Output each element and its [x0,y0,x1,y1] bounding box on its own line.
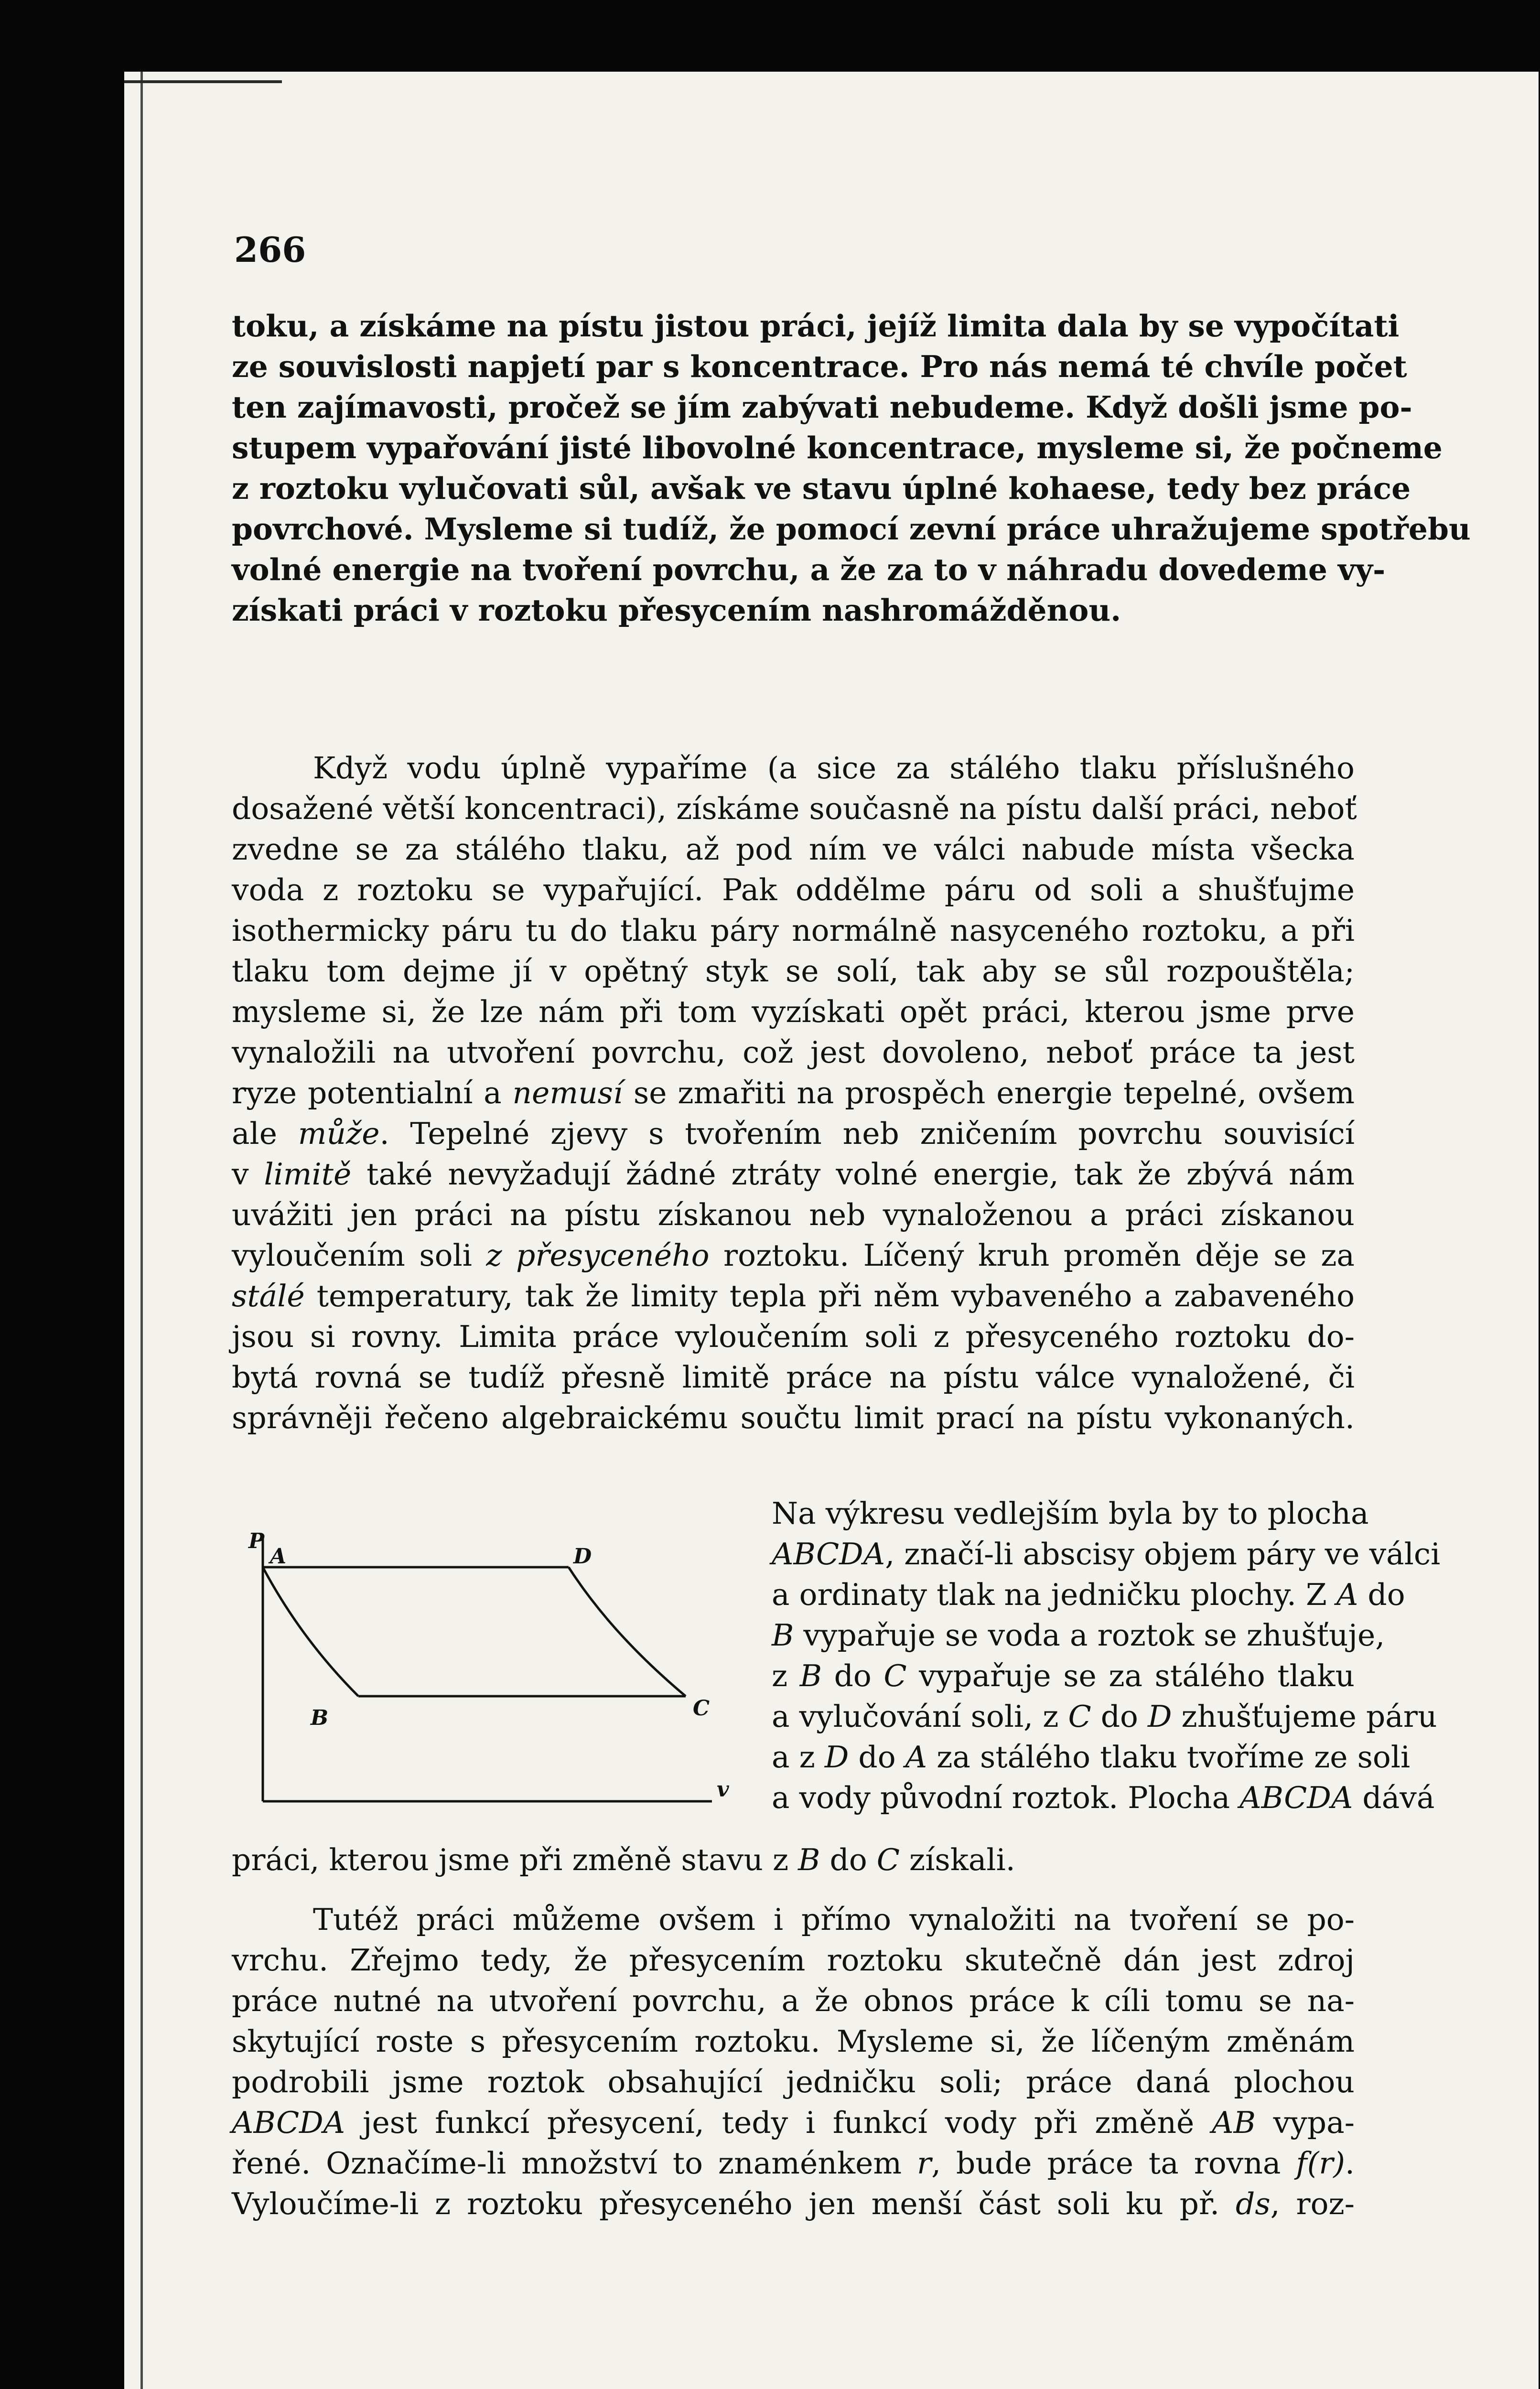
emphasis: nemusí [512,1076,623,1110]
emphasis: B [798,1842,820,1877]
text-run: , značí-li abscisy objem páry ve válci [885,1537,1441,1571]
emphasis: C [1068,1699,1091,1734]
text-line: Tutéž práci můžeme ovšem i přímo vynaložiti na tvoření se po- [313,1902,1355,1937]
text-line: dosažené větší koncentraci), získáme současně na pístu další práci, neboť [232,791,1357,826]
text-run: do [820,1842,877,1877]
text-run: a z [772,1740,815,1775]
text-run: dává [1362,1780,1435,1815]
text-line [772,1696,1437,1737]
text-line: vrchu. Zřejmo tedy, že přesycením roztoku skutečně dán jest zdroj [232,1943,1355,1978]
page-number: 266 [234,229,306,270]
text-line: skytující roste s přesycením roztoku. Mysleme si, že líčeným změnám [232,2024,1355,2059]
text-run: zhušťujeme páru [1181,1699,1437,1734]
text-line: ten zajímavosti, pročež se jím zabývati nebudeme. Když došli jsme po- [232,389,1412,425]
text-line [232,1154,1355,1194]
text-run: . [1345,2146,1355,2181]
text-run: vypařuje se za stálého tlaku [919,1658,1355,1693]
text-run: a vylučování soli, z [772,1699,1059,1734]
text-line [232,1276,1355,1316]
emphasis: C [883,1658,907,1693]
emphasis: A [1336,1577,1358,1612]
text-line [772,1615,1385,1656]
text-run: . Tepelné zjevy s tvořením neb zničením povrchu souvisící [379,1116,1355,1151]
text-run: jest funkcí přesycení, tedy i funkcí vody při změně [345,2105,1212,2140]
text-line: volné energie na tvoření povrchu, a že za to v náhradu dovedeme vy- [232,552,1386,587]
text-line: vynaložili na utvoření povrchu, což jest dovoleno, neboť práce ta jest [232,1035,1355,1070]
text-run: do [1368,1577,1405,1612]
top-rule [124,80,282,83]
text-run: ryze potentialní a [232,1076,513,1110]
emphasis: C [876,1842,900,1877]
text-run: do [858,1740,896,1775]
text-line: získati práci v roztoku přesycením nashromážděnou. [232,592,1121,628]
pv-diagram [234,1519,741,1816]
book-page [124,72,1539,2389]
text-line: Na výkresu vedlejším byla by to plocha [772,1496,1369,1531]
text-line: voda z roztoku se vypařující. Pak oddělme páru od soli a shušťujme [232,872,1355,907]
emphasis: f(r) [1296,2146,1345,2181]
emphasis: A [905,1740,927,1775]
paragraph-2-tail [232,1840,1015,1880]
figure-caption-text [772,1493,1441,1818]
text-line: toku, a získáme na pístu jistou práci, jejíž limita dala by se vypočítati [232,308,1400,344]
text-line [232,1113,1355,1154]
emphasis: ABCDA [1239,1780,1353,1815]
text-line: práce nutné na utvoření povrchu, a že obnos práce k cíli tomu se na- [232,1983,1355,2018]
text-run: Vyloučíme-li z roztoku přesyceného jen menší část soli ku př. [232,2186,1236,2221]
text-line [232,1073,1355,1113]
text-line: tlaku tom dejme jí v opětný styk se solí, tak aby se sůl rozpouštěla; [232,954,1355,989]
text-line [772,1656,1355,1696]
text-line: mysleme si, že lze nám při tom vyzískati opět práci, kterou jsme prve [232,994,1355,1029]
text-run: z [772,1658,788,1693]
text-run: , roz- [1270,2186,1355,2221]
emphasis: r [917,2146,932,2181]
text-line [772,1737,1411,1777]
text-line: podrobili jsme roztok obsahující jedničku soli; práce daná plochou [232,2065,1355,2099]
emphasis: AB [1212,2105,1256,2140]
edge-ab [263,1567,358,1696]
text-line [232,2102,1355,2143]
emphasis: D [1148,1699,1172,1734]
text-line: povrchové. Mysleme si tudíž, že pomocí zevní práce uhražujeme spotřebu [232,511,1471,547]
paragraph-3 [232,1899,1355,2224]
label-b: B [311,1706,329,1730]
text-line: Když vodu úplně vypaříme (a sice za stálého tlaku příslušného [313,751,1355,786]
text-line: zvedne se za stálého tlaku, až pod ním ve válci nabude místa všecka [232,832,1355,867]
text-run: a ordinaty tlak na jedničku plochy. Z [772,1577,1327,1612]
text-line: isothermicky páru tu do tlaku páry normálně nasyceného roztoku, a při [232,913,1355,948]
text-line: správněji řečeno algebraickému součtu limit prací na pístu vykonaných. [232,1400,1355,1435]
text-run: vypařuje se voda a roztok se zhušťuje, [803,1618,1385,1653]
text-run: roztoku. Líčený kruh proměn děje se za [709,1238,1355,1273]
label-c: C [693,1696,710,1721]
text-line: z roztoku vylučovati sůl, avšak ve stavu úplné kohaese, tedy bez práce [232,471,1411,506]
text-run: a vody původní roztok. Plocha [772,1780,1230,1815]
emphasis: stálé [232,1279,305,1313]
emphasis: ABCDA [232,2105,345,2140]
text-run: získali. [900,1842,1015,1877]
paragraph-1 [232,306,1471,631]
emphasis: B [772,1618,794,1653]
label-d: D [573,1544,592,1569]
text-line: ze souvislosti napjetí par s koncentrace. Pro nás nemá té chvíle počet [232,349,1407,384]
text-run: temperatury, tak že limity tepla při něm vybaveného a zabaveného [304,1279,1355,1313]
text-line [772,1574,1405,1615]
text-line [232,1235,1355,1276]
text-run: do [834,1658,872,1693]
text-line [772,1534,1441,1574]
text-run: vypa- [1255,2105,1355,2140]
text-line: bytá rovná se tudíž přesně limitě práce na pístu válce vynaložené, či [232,1360,1355,1395]
label-p: P [248,1529,265,1553]
edge-dc [569,1567,686,1696]
text-run: do [1100,1699,1138,1734]
text-run: řené. Označíme-li množství to znaménkem [232,2146,917,2181]
emphasis: z přesyceného [486,1238,710,1273]
text-run: vyloučením soli [232,1238,486,1273]
label-v: v [717,1777,729,1802]
emphasis: ds [1235,2186,1271,2221]
emphasis: D [824,1740,849,1775]
text-run: , bude práce ta rovna [931,2146,1296,2181]
text-run: za stálého tlaku tvoříme ze soli [937,1740,1411,1775]
text-run: v [232,1157,264,1192]
text-run: se zmařiti na prospěch energie tepelné, ovšem [623,1076,1355,1110]
emphasis: ABCDA [772,1537,885,1571]
text-run: práci, kterou jsme při změně stavu z [232,1842,798,1877]
text-run: ale [232,1116,298,1151]
gutter-shadow [140,72,143,2389]
text-line [232,2184,1355,2224]
label-a: A [270,1544,287,1569]
text-line [772,1777,1435,1818]
text-line: stupem vypařování jisté libovolné koncentrace, mysleme si, že počneme [232,430,1443,465]
emphasis: může [298,1116,380,1151]
text-run: také nevyžadují žádné ztráty volné energie, tak že zbývá nám [351,1157,1355,1192]
emphasis: limitě [264,1157,352,1192]
text-line [232,2143,1355,2184]
paragraph-2 [232,748,1355,1438]
emphasis: B [799,1658,822,1693]
text-line: jsou si rovny. Limita práce vyloučením soli z přesyceného roztoku do- [232,1319,1355,1354]
text-line: uvážiti jen práci na pístu získanou neb vynaloženou a práci získanou [232,1197,1355,1232]
